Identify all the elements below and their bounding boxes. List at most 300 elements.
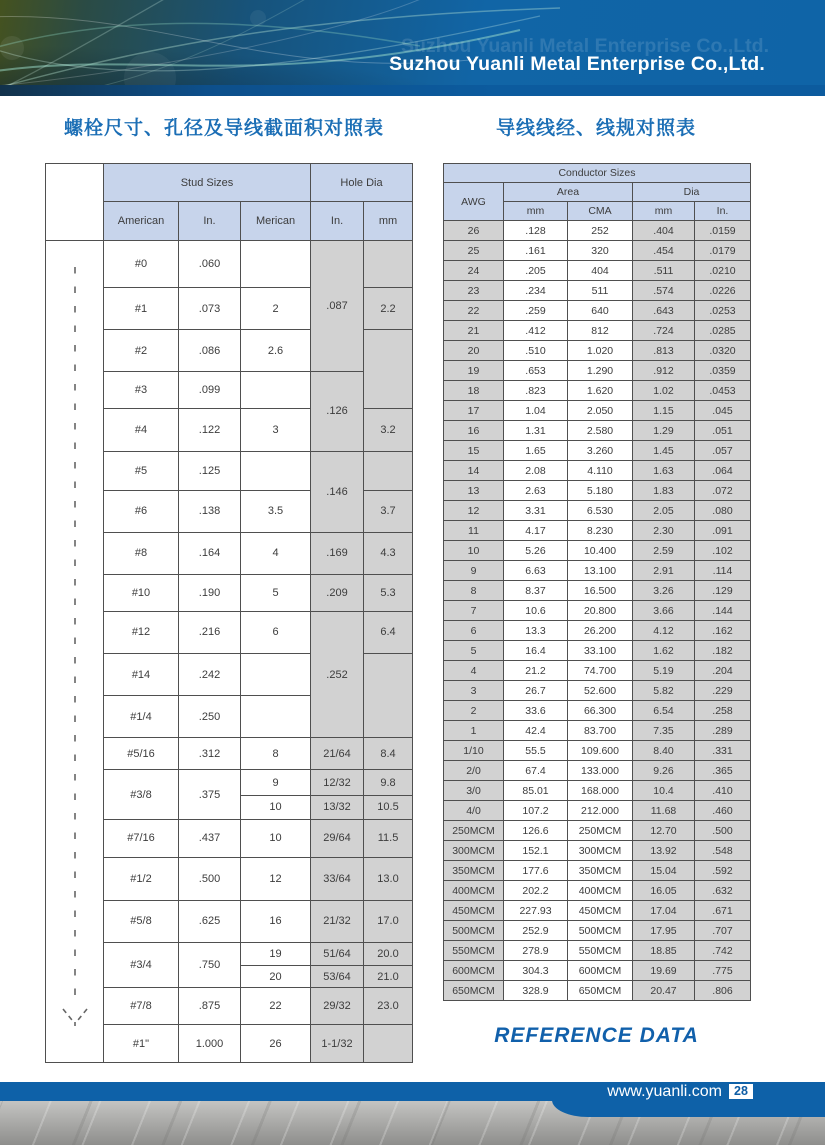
cell: 9 <box>444 561 504 581</box>
cell: .051 <box>695 421 751 441</box>
cell <box>364 330 413 409</box>
col-header: In. <box>695 202 751 221</box>
cell: 53/64 <box>311 966 364 988</box>
table-row <box>444 961 751 981</box>
cell: 1.290 <box>568 361 633 381</box>
table-row <box>444 581 751 601</box>
cell: 152.1 <box>504 841 568 861</box>
cell: 3.260 <box>568 441 633 461</box>
table-row <box>444 521 751 541</box>
cell: #3 <box>104 372 179 408</box>
reference-data-label: REFERENCE DATA <box>494 1024 699 1047</box>
cell: 16.05 <box>633 881 695 901</box>
cell: .086 <box>179 330 241 372</box>
cell: #8 <box>104 532 179 574</box>
cell: 15 <box>444 441 504 461</box>
cell: 3.5 <box>241 490 311 532</box>
table-row <box>46 241 413 288</box>
table-row <box>444 661 751 681</box>
table-row <box>444 301 751 321</box>
table-row <box>444 441 751 461</box>
cell: .500 <box>179 857 241 900</box>
table-row <box>444 681 751 701</box>
cell: 2.2 <box>364 288 413 330</box>
left-table-title: 螺栓尺寸、孔径及导线截面积对照表 <box>64 118 385 139</box>
cell: 202.2 <box>504 881 568 901</box>
cell: 252 <box>568 221 633 241</box>
cell: .500 <box>695 821 751 841</box>
cell: 400MCM <box>444 881 504 901</box>
cell: .460 <box>695 801 751 821</box>
cell: 550MCM <box>444 941 504 961</box>
cell: 5.26 <box>504 541 568 561</box>
cell: 500MCM <box>444 921 504 941</box>
cell: .437 <box>179 819 241 857</box>
table-row <box>444 401 751 421</box>
cell: .102 <box>695 541 751 561</box>
table-row <box>444 881 751 901</box>
cell: 29/32 <box>311 988 364 1025</box>
cell: .164 <box>179 532 241 574</box>
cell: .632 <box>695 881 751 901</box>
cell: 109.600 <box>568 741 633 761</box>
cell: 10 <box>444 541 504 561</box>
cell: .707 <box>695 921 751 941</box>
cell: 83.700 <box>568 721 633 741</box>
cell: 600MCM <box>444 961 504 981</box>
footer-blue-tab <box>552 1100 825 1117</box>
cell: 500MCM <box>568 921 633 941</box>
cell: 29/64 <box>311 819 364 857</box>
cell: 450MCM <box>444 901 504 921</box>
cell <box>241 451 311 490</box>
cell: 8 <box>241 738 311 770</box>
cell: 6.63 <box>504 561 568 581</box>
cell: #4 <box>104 408 179 451</box>
cell: 20.47 <box>633 981 695 1001</box>
table-row <box>444 321 751 341</box>
cell: 133.000 <box>568 761 633 781</box>
cell: #12 <box>104 611 179 653</box>
cell: .242 <box>179 654 241 696</box>
stud-hole-dia-table <box>45 163 413 1063</box>
cell: 1.62 <box>633 641 695 661</box>
cell: .0253 <box>695 301 751 321</box>
cell: 2/0 <box>444 761 504 781</box>
cell: .404 <box>633 221 695 241</box>
cell: 13.100 <box>568 561 633 581</box>
cell: .0210 <box>695 261 751 281</box>
hole-dia-header: Hole Dia <box>311 164 413 202</box>
cell: 10.4 <box>633 781 695 801</box>
cell: 20 <box>241 966 311 988</box>
cell: 24 <box>444 261 504 281</box>
cell: 16.4 <box>504 641 568 661</box>
cell: 5.19 <box>633 661 695 681</box>
cell: 250MCM <box>568 821 633 841</box>
cell: 2.59 <box>633 541 695 561</box>
cell: 17.04 <box>633 901 695 921</box>
cell: 8.40 <box>633 741 695 761</box>
cell: 13 <box>444 481 504 501</box>
cell: 2 <box>241 288 311 330</box>
cell: 17.0 <box>364 900 413 942</box>
cell: .073 <box>179 288 241 330</box>
cell: 1.65 <box>504 441 568 461</box>
cell: 12 <box>444 501 504 521</box>
cell: 3.31 <box>504 501 568 521</box>
cell: .365 <box>695 761 751 781</box>
cell: .114 <box>695 561 751 581</box>
cell: 650MCM <box>568 981 633 1001</box>
cell: .750 <box>179 942 241 987</box>
cell: 4 <box>444 661 504 681</box>
cell: 74.700 <box>568 661 633 681</box>
cell: 22 <box>241 988 311 1025</box>
cell <box>241 372 311 408</box>
cell <box>364 241 413 288</box>
cell: 42.4 <box>504 721 568 741</box>
dia-header: Dia <box>633 183 751 202</box>
cell: 19.69 <box>633 961 695 981</box>
cell <box>364 451 413 490</box>
cell: 3/0 <box>444 781 504 801</box>
cell: .125 <box>179 451 241 490</box>
cell: 51/64 <box>311 942 364 965</box>
cell: 2.91 <box>633 561 695 581</box>
cell: #1" <box>104 1025 179 1063</box>
banner-bottom-strip <box>0 85 825 96</box>
col-header: Merican <box>241 202 311 241</box>
cell: 13.3 <box>504 621 568 641</box>
cell: .0226 <box>695 281 751 301</box>
table-row <box>444 641 751 661</box>
cell: 212.000 <box>568 801 633 821</box>
cell: 18.85 <box>633 941 695 961</box>
cell: 10.6 <box>504 601 568 621</box>
table-row <box>444 261 751 281</box>
table-row <box>444 781 751 801</box>
cell: 10 <box>241 819 311 857</box>
cell: .912 <box>633 361 695 381</box>
table-header-row <box>444 183 751 202</box>
table-row <box>444 621 751 641</box>
cell: 33.100 <box>568 641 633 661</box>
cell: 13.92 <box>633 841 695 861</box>
table-row <box>444 221 751 241</box>
cell: .250 <box>179 696 241 738</box>
cell: 15.04 <box>633 861 695 881</box>
cell: 12.70 <box>633 821 695 841</box>
cell: .216 <box>179 611 241 653</box>
table-row <box>444 861 751 881</box>
cell: 33.6 <box>504 701 568 721</box>
cell: 3 <box>241 408 311 451</box>
cell: 2 <box>444 701 504 721</box>
cell: 19 <box>444 361 504 381</box>
cell: 17 <box>444 401 504 421</box>
cell: 600MCM <box>568 961 633 981</box>
cell: 168.000 <box>568 781 633 801</box>
cell: .0320 <box>695 341 751 361</box>
cell: 250MCM <box>444 821 504 841</box>
cell: 2.050 <box>568 401 633 421</box>
cell: 26.7 <box>504 681 568 701</box>
cell: 227.93 <box>504 901 568 921</box>
conductor-sizes-header: Conductor Sizes <box>444 164 751 183</box>
cell: 26 <box>444 221 504 241</box>
cell: 5.82 <box>633 681 695 701</box>
cell: 550MCM <box>568 941 633 961</box>
cell: 650MCM <box>444 981 504 1001</box>
table-row <box>444 361 751 381</box>
cell: 10 <box>241 795 311 819</box>
cell: .375 <box>179 770 241 819</box>
cell: 8.37 <box>504 581 568 601</box>
cell: #6 <box>104 490 179 532</box>
footer-url: www.yuanli.com <box>607 1082 722 1100</box>
cell: 1/10 <box>444 741 504 761</box>
cell <box>364 1025 413 1063</box>
table-row <box>444 801 751 821</box>
col-header: In. <box>179 202 241 241</box>
cell: 2.63 <box>504 481 568 501</box>
footer-bar <box>0 1082 825 1101</box>
col-header: In. <box>311 202 364 241</box>
cell: 278.9 <box>504 941 568 961</box>
cell: .592 <box>695 861 751 881</box>
cell: 320 <box>568 241 633 261</box>
cell: .229 <box>695 681 751 701</box>
table-row <box>444 721 751 741</box>
cell: 67.4 <box>504 761 568 781</box>
cell: .190 <box>179 574 241 611</box>
cell: .209 <box>311 574 364 611</box>
cell: 1.31 <box>504 421 568 441</box>
cell: #0 <box>104 241 179 288</box>
cell: 18 <box>444 381 504 401</box>
cell: .162 <box>695 621 751 641</box>
cell: 21 <box>444 321 504 341</box>
company-name-watermark: Suzhou Yuanli Metal Enterprise Co.,Ltd. <box>400 35 769 57</box>
cell: .724 <box>633 321 695 341</box>
cell: #2 <box>104 330 179 372</box>
cell: .574 <box>633 281 695 301</box>
cell: .122 <box>179 408 241 451</box>
cell: 16 <box>444 421 504 441</box>
cell: .057 <box>695 441 751 461</box>
cell: .204 <box>695 661 751 681</box>
cell: 1-1/32 <box>311 1025 364 1063</box>
table-row <box>444 501 751 521</box>
cell: 17.95 <box>633 921 695 941</box>
cell: .182 <box>695 641 751 661</box>
cell: 23.0 <box>364 988 413 1025</box>
cell: 1.63 <box>633 461 695 481</box>
cell: 640 <box>568 301 633 321</box>
table-row <box>444 941 751 961</box>
cell: .0179 <box>695 241 751 261</box>
table-row <box>444 341 751 361</box>
cell: 11.5 <box>364 819 413 857</box>
table-row <box>444 381 751 401</box>
cell: .671 <box>695 901 751 921</box>
cell: 328.9 <box>504 981 568 1001</box>
cell: 3.7 <box>364 490 413 532</box>
cell: 450MCM <box>568 901 633 921</box>
stud-axis-dashed-arrow <box>47 241 103 1059</box>
cell: 6.530 <box>568 501 633 521</box>
table-row <box>444 241 751 261</box>
cell: 4/0 <box>444 801 504 821</box>
cell: .653 <box>504 361 568 381</box>
table-row <box>444 921 751 941</box>
cell: .412 <box>504 321 568 341</box>
table-row <box>444 561 751 581</box>
cell: 126.6 <box>504 821 568 841</box>
table-header-row <box>444 164 751 183</box>
cell: 26.200 <box>568 621 633 641</box>
cell: 20.800 <box>568 601 633 621</box>
cell: 85.01 <box>504 781 568 801</box>
cell: #14 <box>104 654 179 696</box>
cell: 1.620 <box>568 381 633 401</box>
cell: #1 <box>104 288 179 330</box>
cell: .625 <box>179 900 241 942</box>
cell: #3/8 <box>104 770 179 819</box>
cell: 1.000 <box>179 1025 241 1063</box>
cell: 107.2 <box>504 801 568 821</box>
cell: 23 <box>444 281 504 301</box>
cell: 7 <box>444 601 504 621</box>
cell: .0285 <box>695 321 751 341</box>
corner-cell <box>46 164 104 241</box>
cell: .205 <box>504 261 568 281</box>
cell: 5 <box>241 574 311 611</box>
cell: 4.17 <box>504 521 568 541</box>
table-row <box>444 541 751 561</box>
table-row <box>444 981 751 1001</box>
cell: .510 <box>504 341 568 361</box>
cell: 33/64 <box>311 857 364 900</box>
cell: 1.29 <box>633 421 695 441</box>
cell: 11.68 <box>633 801 695 821</box>
cell: 8 <box>444 581 504 601</box>
awg-header: AWG <box>444 183 504 221</box>
cell: 350MCM <box>568 861 633 881</box>
cell: 8.4 <box>364 738 413 770</box>
cell: 20 <box>444 341 504 361</box>
cell: 400MCM <box>568 881 633 901</box>
cell: .146 <box>311 451 364 532</box>
cell: .742 <box>695 941 751 961</box>
col-header: American <box>104 202 179 241</box>
cell: .258 <box>695 701 751 721</box>
col-header: mm <box>504 202 568 221</box>
cell: 55.5 <box>504 741 568 761</box>
cell: 13.0 <box>364 857 413 900</box>
cell: 6 <box>444 621 504 641</box>
col-header: CMA <box>568 202 633 221</box>
cell: .161 <box>504 241 568 261</box>
cell: 1.020 <box>568 341 633 361</box>
cell: 9.26 <box>633 761 695 781</box>
table-row <box>444 461 751 481</box>
cell: .0359 <box>695 361 751 381</box>
cell: .813 <box>633 341 695 361</box>
cell: #10 <box>104 574 179 611</box>
cell: #5 <box>104 451 179 490</box>
cell: .410 <box>695 781 751 801</box>
cell: 3.26 <box>633 581 695 601</box>
cell: 12 <box>241 857 311 900</box>
cell: 3.66 <box>633 601 695 621</box>
cell: 2.580 <box>568 421 633 441</box>
cell: 8.230 <box>568 521 633 541</box>
cell: .138 <box>179 490 241 532</box>
cell: 6.54 <box>633 701 695 721</box>
cell: .169 <box>311 532 364 574</box>
table-row <box>444 761 751 781</box>
table-row <box>444 741 751 761</box>
cell: 10.400 <box>568 541 633 561</box>
cell <box>241 696 311 738</box>
cell: 16 <box>241 900 311 942</box>
cell: 1.04 <box>504 401 568 421</box>
cell: 5.180 <box>568 481 633 501</box>
cell: 10.5 <box>364 795 413 819</box>
cell: 177.6 <box>504 861 568 881</box>
table-row <box>444 281 751 301</box>
cell: 5.3 <box>364 574 413 611</box>
area-header: Area <box>504 183 633 202</box>
cell: 3.2 <box>364 408 413 451</box>
company-name: Suzhou Yuanli Metal Enterprise Co.,Ltd. <box>389 53 765 75</box>
cell: .548 <box>695 841 751 861</box>
cell: 14 <box>444 461 504 481</box>
cell: 11 <box>444 521 504 541</box>
cell: .128 <box>504 221 568 241</box>
table-header-row <box>46 164 413 202</box>
cell: 6 <box>241 611 311 653</box>
cell: 12/32 <box>311 770 364 795</box>
cell: 4.110 <box>568 461 633 481</box>
col-header: mm <box>364 202 413 241</box>
page-number: 28 <box>729 1084 753 1099</box>
cell: .0159 <box>695 221 751 241</box>
cell: #5/8 <box>104 900 179 942</box>
cell: 21.0 <box>364 966 413 988</box>
table-row <box>444 481 751 501</box>
cell: 52.600 <box>568 681 633 701</box>
cell: 4.12 <box>633 621 695 641</box>
cell: 26 <box>241 1025 311 1063</box>
cell: .126 <box>311 372 364 451</box>
cell: 4.3 <box>364 532 413 574</box>
cell: .129 <box>695 581 751 601</box>
cell: 6.4 <box>364 611 413 653</box>
cell: #7/16 <box>104 819 179 857</box>
cell: .259 <box>504 301 568 321</box>
cell: 1.45 <box>633 441 695 461</box>
cell: 1.02 <box>633 381 695 401</box>
cell: 350MCM <box>444 861 504 881</box>
table-row <box>444 701 751 721</box>
cell: 812 <box>568 321 633 341</box>
cell: 9 <box>241 770 311 795</box>
conductor-sizes-table <box>443 163 751 1001</box>
cell: .511 <box>633 261 695 281</box>
